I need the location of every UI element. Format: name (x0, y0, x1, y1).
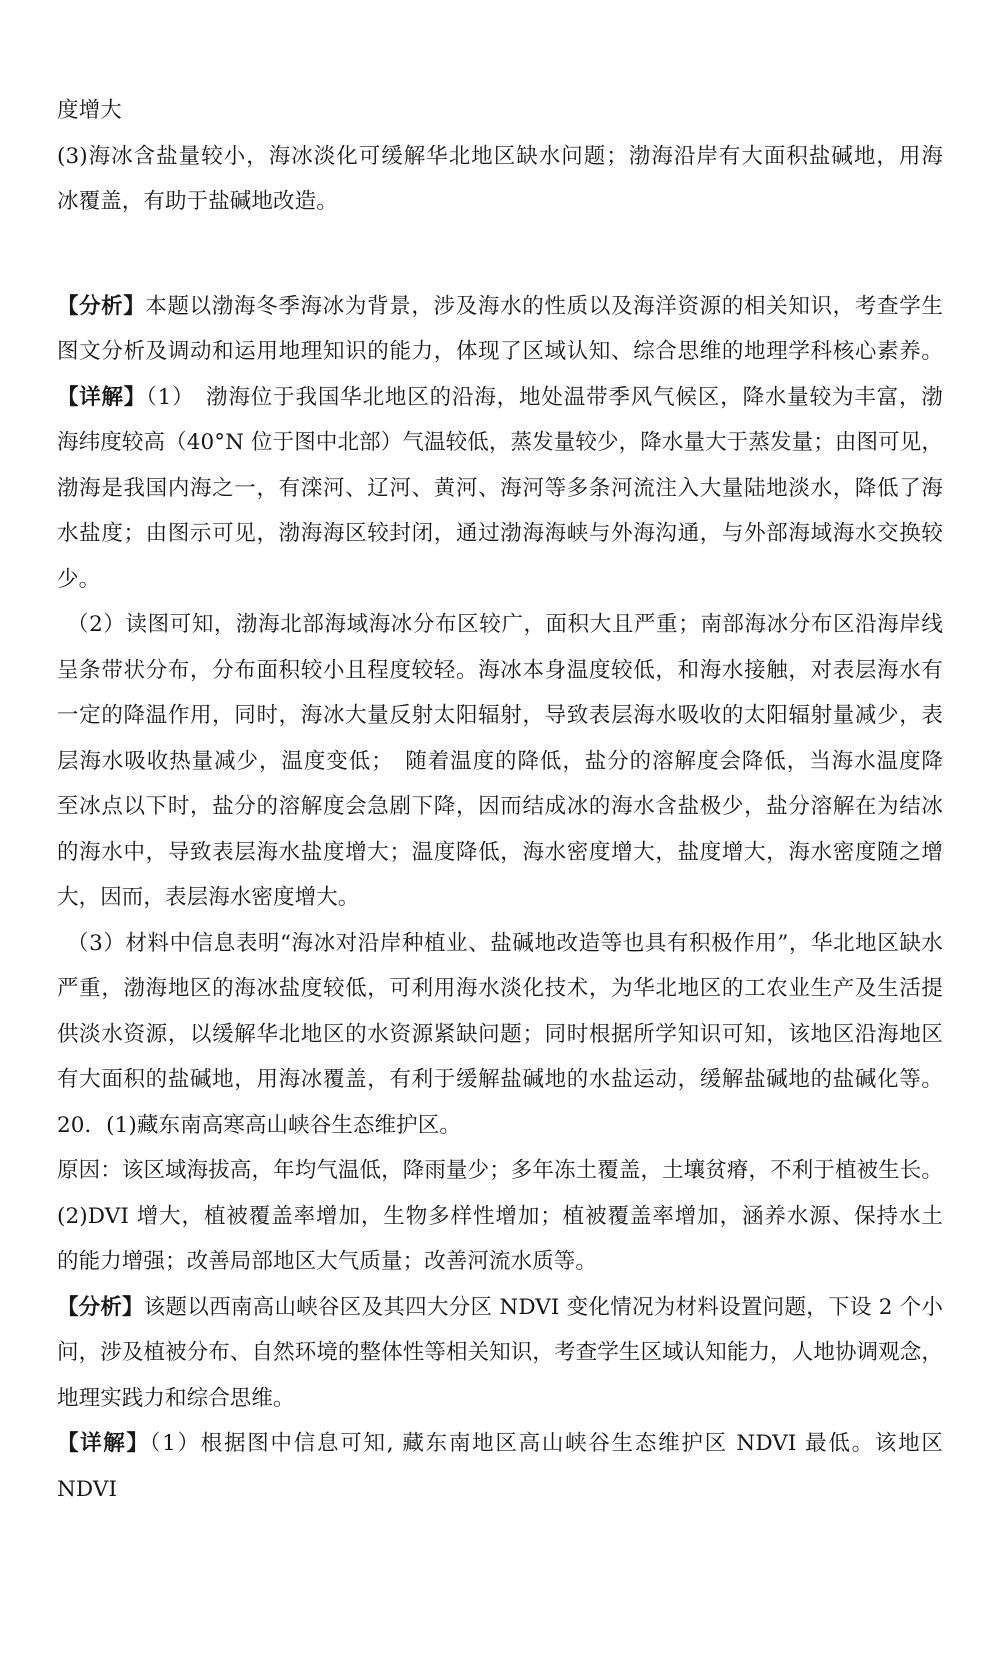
text-column (57, 88, 943, 1502)
text-line: 至冰点以下时，盐分的溶解度会急剧下降，因而结成冰的海水含盐极少，盐分溶解在为结冰 (57, 794, 943, 819)
text-line: 大，因而，表层海水密度增大。 (57, 885, 360, 910)
text-line: 冰覆盖，有助于盐碱地改造。 (57, 189, 338, 214)
text-line-question-20: 20．(1)藏东南高寒高山峡谷生态维护区。 (57, 1112, 461, 1138)
text-line-detail-heading: 【详解】（1）根据图中信息可知, 藏东南地区高山峡谷生态维护区 NDVI 最低。该地区 NDVI (57, 1431, 943, 1502)
text-line: (2)DVI 增大，植被覆盖率增加，生物多样性增加；植被覆盖率增加，涵养水源、保持水土 (57, 1203, 943, 1229)
text-line: 原因：该区域海拔高，年均气温低，降雨量少；多年冻土覆盖，土壤贫瘠，不利于植被生长。 (57, 1158, 943, 1183)
text-line: 有大面积的盐碱地，用海冰覆盖，有利于缓解盐碱地的水盐运动，缓解盐碱地的盐碱化等。 (57, 1067, 943, 1092)
text-line: 水盐度；由图示可见，渤海海区较封闭，通过渤海海峡与外海沟通，与外部海域海水交换较 (57, 521, 943, 546)
text-line: 少。 (57, 566, 101, 592)
text-line: 的海水中，导致表层海水盐度增大；温度降低，海水密度增大，盐度增大，海水密度随之增 (57, 839, 943, 865)
text-line: 渤海是我国内海之一，有滦河、辽河、黄河、海河等多条河流注入大量陆地淡水，降低了海 (57, 475, 943, 501)
bracket-heading: 【详解】 (57, 384, 147, 410)
text-line: 海纬度较高（40°N 位于图中北部）气温较低，蒸发量较少，降水量大于蒸发量；由图可见， (57, 430, 943, 455)
text-line: 度增大 (57, 98, 122, 123)
text-line-analysis-heading: 【分析】本题以渤海冬季海冰为背景，涉及海水的性质以及海洋资源的相关知识，考查学生 (57, 293, 943, 319)
text-line: 的能力增强；改善局部地区大气质量；改善河流水质等。 (57, 1249, 598, 1274)
text-line: (3)海冰含盐量较小，海冰淡化可缓解华北地区缺水问题；渤海沿岸有大面积盐碱地，用海 (57, 143, 943, 169)
text-line: 地理实践力和综合思维。 (57, 1385, 295, 1411)
text-line: （2）读图可知，渤海北部海域海冰分布区较广，面积大且严重；南部海冰分布区沿海岸线 (67, 612, 943, 637)
text-line-analysis-heading: 【分析】该题以西南高山峡谷区及其四大分区 NDVI 变化情况为材料设置问题，下设 2 个小 (57, 1294, 943, 1320)
text-line: 层海水吸收热量减少，温度变低； 随着温度的降低，盐分的溶解度会降低，当海水温度降 (57, 748, 943, 774)
bracket-heading: 【分析】 (57, 1294, 144, 1320)
text-line: 一定的降温作用，同时，海冰大量反射太阳辐射，导致表层海水吸收的太阳辐射量减少，表 (57, 703, 943, 728)
text-line: 图文分析及调动和运用地理知识的能力，体现了区域认知、综合思维的地理学科核心素养。 (57, 339, 943, 364)
text-line: 供淡水资源，以缓解华北地区的水资源紧缺问题；同时根据所学知识可知，该地区沿海地区 (57, 1021, 943, 1047)
paragraph-gap (57, 225, 943, 284)
text-line: 呈条带状分布，分布面积较小且程度较轻。海冰本身温度较低，和海水接触，对表层海水有 (57, 657, 943, 683)
text-line: （3）材料中信息表明“海冰对沿岸种植业、盐碱地改造等也具有积极作用”，华北地区缺水 (67, 930, 943, 956)
bracket-heading: 【分析】 (57, 293, 146, 319)
bracket-heading: 【详解】 (57, 1431, 150, 1456)
text-line: 严重，渤海地区的海冰盐度较低，可利用海水淡化技术，为华北地区的工农业生产及生活提 (57, 976, 943, 1001)
text-line: 问，涉及植被分布、自然环境的整体性等相关知识，考查学生区域认知能力，人地协调观念， (57, 1340, 943, 1365)
text-line-detail-heading: 【详解】（1） 渤海位于我国华北地区的沿海，地处温带季风气候区，降水量较为丰富，渤 (57, 384, 943, 410)
